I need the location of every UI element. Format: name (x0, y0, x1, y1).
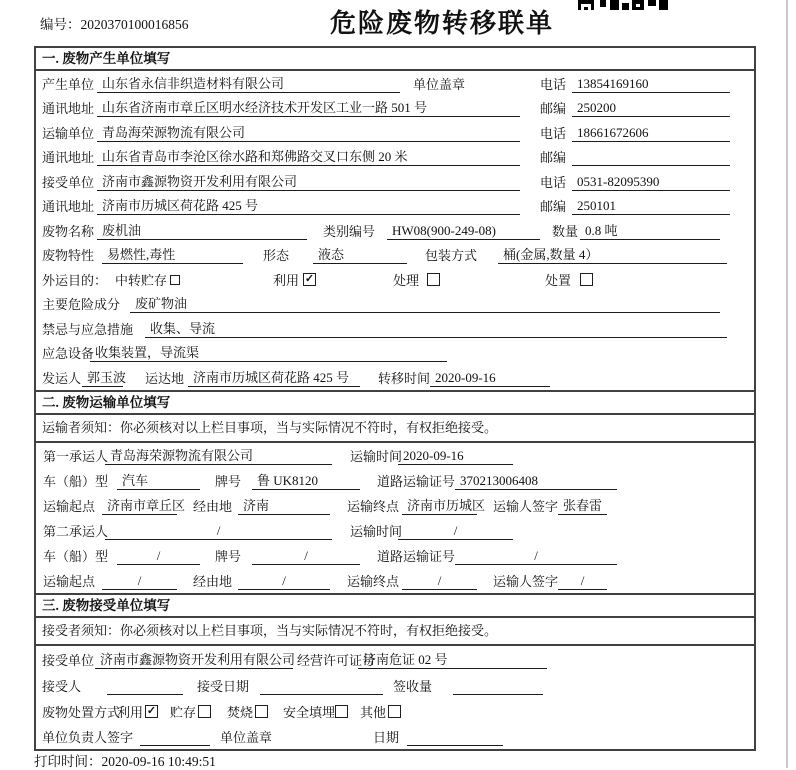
field-label: 废物特性 (42, 248, 95, 263)
section-transporter-title: 二. 废物运输单位填写 (36, 392, 754, 415)
doc-number-value: 2020370100016856 (80, 17, 189, 32)
field-label: 单位负责人签字 (42, 729, 134, 745)
plate-label: 牌号 (215, 473, 242, 489)
qr-code-icon (578, 0, 668, 10)
transport-time-2-value: / (398, 523, 513, 540)
transport-unit-value: 青岛海荣源物流有限公司 (97, 125, 520, 142)
vehicle-type-value: 汽车 (117, 473, 200, 490)
transport-zip-value (572, 149, 730, 166)
zip-label: 邮编 (540, 199, 567, 214)
row-transport-address (36, 145, 754, 170)
road-permit-2-value: / (455, 548, 617, 565)
row-receiver-address (36, 194, 754, 219)
signed-quantity-label: 签收量 (393, 678, 433, 694)
endpoint-2-value: / (402, 573, 477, 590)
row-shipper (36, 365, 754, 390)
road-permit-label: 道路运输证号 (377, 548, 456, 564)
row-accept-person (36, 672, 754, 698)
destination-value: 济南市历城区荷花路 425 号 (188, 370, 360, 387)
row-route-2 (36, 568, 754, 593)
checkbox-dispose (580, 273, 593, 286)
hazard-components-value: 废矿物油 (130, 296, 720, 313)
option-other-label: 其他 (360, 704, 387, 720)
section-receiver-title: 三. 废物接受单位填写 (36, 595, 754, 618)
option-utilize-label: 利用 (273, 272, 300, 288)
unit-seal-label: 单位盖章 (220, 729, 273, 745)
row-vehicle-2 (36, 543, 754, 568)
checkbox-utilize-disposal: ✓ (146, 704, 157, 717)
field-label: 通讯地址 (42, 101, 95, 116)
producer-address-value: 山东省济南市章丘区明水经济技术开发区工业一路 501 号 (97, 100, 520, 117)
checkbox-store (198, 705, 211, 718)
section-transporter (36, 390, 754, 593)
manifest-table (34, 46, 756, 751)
print-time (34, 750, 216, 770)
carrier-sign-2-value: / (558, 573, 607, 590)
via-2-value: / (238, 573, 330, 590)
option-store-label: 贮存 (170, 704, 197, 720)
phone-label: 电话 (540, 174, 567, 190)
page-title: 危险废物转移联单 (330, 9, 555, 38)
date-value (407, 729, 503, 746)
transfer-time-value: 2020-09-16 (430, 370, 550, 387)
plate-2-value: / (252, 548, 360, 565)
vehicle-type-2-value: / (117, 548, 200, 565)
transport-time-value: 2020-09-16 (398, 448, 513, 465)
zip-label: 邮编 (540, 101, 567, 116)
field-label: 通讯地址 (42, 150, 95, 165)
row-route-1 (36, 493, 754, 518)
origin-2-value: / (102, 573, 177, 590)
field-label: 接受单位 (42, 652, 95, 668)
producer-unit-value: 山东省永信非织造材料有限公司 (97, 76, 400, 93)
first-carrier-value: 青岛海荣源物流有限公司 (105, 448, 332, 465)
second-carrier-value: / (105, 523, 332, 540)
section-producer (36, 48, 754, 390)
license-value: 济南危证 02 号 (358, 652, 547, 669)
form-value: 液态 (313, 247, 407, 264)
receiver-notice: 接受者须知：你必须核对以上栏目事项，当与实际情况不符时，有权拒绝接受。 (36, 618, 754, 646)
option-incinerate-label: 焚烧 (227, 704, 254, 720)
accept-date-value (260, 678, 383, 695)
row-disposal-method (36, 698, 754, 724)
category-code-label: 类别编号 (323, 223, 376, 239)
transfer-time-label: 转移时间 (378, 370, 431, 386)
doc-number-label: 编号： (40, 17, 81, 32)
waste-name-value: 废机油 (97, 223, 307, 240)
endpoint-value: 济南市历城区 (402, 498, 477, 515)
accept-unit-value: 济南市鑫源物资开发利用有限公司 (95, 652, 293, 669)
doc-number (40, 13, 189, 33)
receiver-phone-value: 0531-82095390 (572, 174, 730, 191)
destination-label: 运达地 (145, 370, 185, 386)
zip-label: 邮编 (540, 150, 567, 165)
transport-time-label: 运输时间 (350, 523, 403, 539)
field-label: 车（船）型 (43, 548, 109, 564)
producer-zip-value: 250200 (572, 100, 730, 117)
transporter-notice: 运输者须知：你必须核对以上栏目事项，当与实际情况不符时，有权拒绝接受。 (36, 415, 754, 443)
receiver-zip-value: 250101 (572, 198, 730, 215)
field-label: 第一承运人 (43, 448, 109, 464)
responsible-sign-value (140, 729, 210, 746)
carrier-sign-label: 运输人签字 (493, 573, 559, 589)
option-landfill-label: 安全填埋 (283, 704, 336, 720)
row-transport-unit (36, 120, 754, 145)
receiver-address-value: 济南市历城区荷花路 425 号 (97, 198, 520, 215)
field-label: 主要危险成分 (42, 297, 121, 312)
emergency-equipment-value: 收集装置，导流渠 (90, 345, 447, 362)
via-label: 经由地 (193, 573, 233, 589)
row-outbound-purpose (36, 267, 754, 292)
carrier-sign-label: 运输人签字 (493, 498, 559, 514)
row-responsible-sign (36, 724, 754, 749)
field-label: 禁忌与应急措施 (42, 321, 134, 337)
shipper-value: 郭玉波 (82, 370, 123, 387)
option-transfer-storage-label: 中转贮存 (115, 272, 168, 288)
phone-label: 电话 (540, 125, 567, 141)
row-waste-characteristics (36, 243, 754, 268)
print-time-value: 2020-09-16 10:49:51 (101, 754, 216, 769)
packaging-label: 包装方式 (425, 248, 478, 263)
field-label: 运输起点 (43, 573, 96, 589)
field-label: 废物处置方式 (42, 704, 121, 720)
checkbox-treat (427, 273, 440, 286)
option-utilize-label: 利用 (117, 704, 144, 720)
date-label: 日期 (373, 729, 400, 745)
field-label: 车（船）型 (43, 473, 109, 489)
license-label: 经营许可证号 (297, 652, 376, 668)
page-edge-line (786, 0, 788, 768)
print-time-label: 打印时间： (34, 754, 102, 769)
quantity-label: 数量 (552, 223, 579, 239)
row-hazard-components (36, 292, 754, 317)
row-emergency-measures (36, 316, 754, 341)
row-vehicle-1 (36, 468, 754, 493)
row-producer-address (36, 96, 754, 121)
field-label: 通讯地址 (42, 199, 95, 214)
field-label: 外运目的： (42, 272, 108, 288)
accept-person-value (107, 678, 183, 695)
category-code-value: HW08(900-249-08) (387, 223, 540, 240)
emergency-measures-value: 收集、导流 (145, 321, 727, 338)
producer-phone-value: 13854169160 (572, 76, 730, 93)
transport-address-value: 山东省青岛市李沧区徐水路和郑佛路交叉口东侧 20 米 (97, 149, 520, 166)
receiver-unit-value: 济南市鑫源物资开发利用有限公司 (97, 174, 520, 191)
origin-value: 济南市章丘区 (102, 498, 177, 515)
endpoint-label: 运输终点 (347, 498, 400, 514)
transport-time-label: 运输时间 (350, 448, 403, 464)
transport-phone-value: 18661672606 (572, 125, 730, 142)
option-treat-label: 处理 (393, 272, 420, 288)
signed-quantity-value (453, 678, 543, 695)
road-permit-value: 370213006408 (455, 473, 617, 490)
plate-label: 牌号 (215, 548, 242, 564)
checkbox-utilize: ✓ (304, 272, 315, 285)
field-label: 接受人 (42, 678, 82, 694)
endpoint-label: 运输终点 (347, 573, 400, 589)
row-producer-unit (36, 71, 754, 96)
characteristics-value: 易燃性,毒性 (102, 247, 243, 264)
row-receiver-unit (36, 169, 754, 194)
section-receiver (36, 593, 754, 749)
row-first-carrier (36, 443, 754, 468)
form-label: 形态 (263, 248, 290, 263)
carrier-sign-value: 张春雷 (558, 498, 607, 515)
field-label: 应急设备 (42, 346, 95, 361)
row-accept-unit (36, 646, 754, 672)
road-permit-label: 道路运输证号 (377, 473, 456, 489)
quantity-value: 0.8 吨 (580, 223, 720, 240)
packaging-value: 桶(金属,数量 4） (498, 247, 727, 264)
checkbox-landfill (335, 705, 348, 718)
accept-date-label: 接受日期 (197, 678, 250, 694)
field-label: 接受单位 (42, 174, 95, 190)
plate-value: 鲁 UK8120 (252, 473, 360, 490)
field-label: 产生单位 (42, 76, 95, 92)
checkbox-incinerate (255, 705, 268, 718)
phone-label: 电话 (540, 76, 567, 92)
row-second-carrier (36, 518, 754, 543)
row-emergency-equipment (36, 341, 754, 366)
field-label: 第二承运人 (43, 523, 109, 539)
field-label: 运输起点 (43, 498, 96, 514)
field-label: 废物名称 (42, 223, 95, 239)
row-waste-name (36, 218, 754, 243)
option-dispose-label: 处置 (545, 272, 572, 288)
field-label: 运输单位 (42, 125, 95, 141)
field-label: 发运人 (42, 370, 82, 386)
checkbox-transfer-storage (170, 275, 180, 285)
section-producer-title: 一. 废物产生单位填写 (36, 48, 754, 71)
checkbox-other (388, 705, 401, 718)
unit-seal-label: 单位盖章 (413, 76, 466, 92)
via-label: 经由地 (193, 498, 233, 514)
via-value: 济南 (238, 498, 330, 515)
